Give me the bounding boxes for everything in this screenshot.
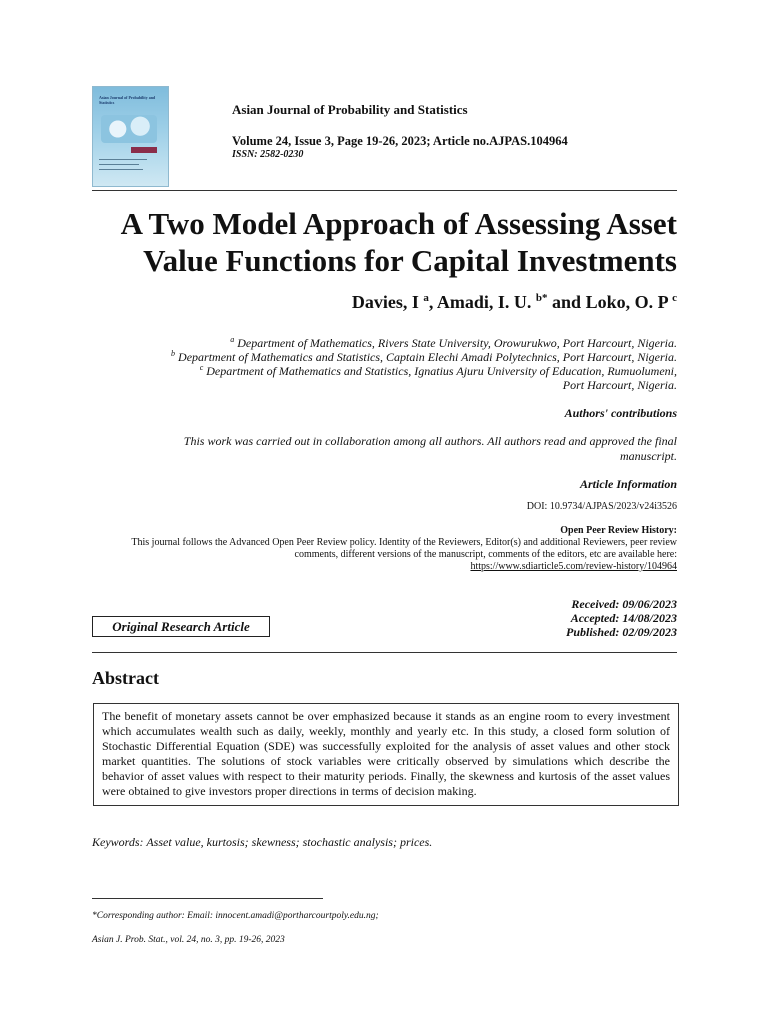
title-line-2: Value Functions for Capital Investments [143, 243, 677, 278]
author-list [92, 292, 677, 313]
affiliation-text: Department of Mathematics and Statistics, Captain Elechi Amadi Polytechnics, Port Harcourt, Nigeria. [178, 350, 677, 364]
affiliation [92, 336, 677, 351]
affiliation-mark: a [230, 335, 235, 344]
peer-review-heading: Open Peer Review History: [560, 525, 677, 536]
journal-cover-image [92, 86, 169, 187]
cover-artwork [101, 115, 157, 143]
contributions-text [130, 434, 677, 464]
title-line-1: A Two Model Approach of Assessing Asset [120, 206, 677, 241]
article-title [92, 205, 677, 279]
author-affiliation-mark: a [423, 292, 429, 304]
volume-line: Volume 24, Issue 3, Page 19-26, 2023; Article no.AJPAS.104964 [232, 134, 568, 148]
published-date: Published: 02/09/2023 [565, 625, 677, 639]
contributions-line: manuscript. [620, 449, 677, 463]
contributions-line: This work was carried out in collaboration among all authors. All authors read and approved the final [183, 434, 677, 448]
received-date: Received: 09/06/2023 [571, 597, 677, 611]
section-divider [92, 652, 677, 653]
affiliation-text: Department of Mathematics and Statistics, Ignatius Ajuru University of Education, Rumuolumeni, [206, 364, 677, 378]
footnote-divider [92, 898, 323, 899]
affiliation [92, 378, 677, 393]
doi: DOI: 10.9734/AJPAS/2023/v24i3526 [526, 501, 677, 512]
affiliation-mark: b [171, 349, 176, 358]
article-info-heading: Article Information [579, 477, 677, 491]
abstract-heading: Abstract [92, 668, 159, 688]
author-affiliation-mark: c [672, 292, 677, 304]
author-separator: and [547, 292, 586, 312]
header-divider [92, 190, 677, 191]
affiliation-text: Department of Mathematics, Rivers State University, Orowurukwo, Port Harcourt, Nigeria. [237, 336, 677, 350]
author-name: Loko, O. P [585, 292, 668, 312]
accepted-date: Accepted: 14/08/2023 [570, 611, 677, 625]
author-affiliation-mark: b* [535, 292, 548, 304]
peer-review-line: This journal follows the Advanced Open Peer Review policy. Identity of the Reviewers, Editor(s) and additional Reviewers, peer review [131, 537, 677, 548]
cover-band [131, 147, 157, 153]
journal-name: Asian Journal of Probability and Statistics [232, 102, 468, 117]
cover-text-line [99, 159, 147, 160]
cover-title: Asian Journal of Probability and Statistics [99, 95, 156, 105]
cover-text-line [99, 164, 139, 165]
affiliation [92, 350, 677, 365]
affiliation-mark: c [199, 363, 204, 372]
affiliation-text: Port Harcourt, Nigeria. [562, 378, 677, 392]
corresponding-author-footnote: *Corresponding author: Email: innocent.amadi@portharcourtpoly.edu.ng; [92, 911, 379, 921]
article-type-label: Original Research Article [92, 616, 270, 637]
affiliation [92, 364, 677, 379]
keywords: Keywords: Asset value, kurtosis; skewness; stochastic analysis; prices. [92, 835, 433, 849]
issn: ISSN: 2582-0230 [232, 149, 304, 160]
abstract-text: The benefit of monetary assets cannot be over emphasized because it stands as an engine room to every investment which accumulates wealth such as daily, weekly, monthly and yearly etc. In this study, a closed form solution of Stochastic Differential Equation (SDE) was successfully exploited for the analysis of asset values and other stock market quantities. The solutions of stock variables were critically observed by simulations which describe the behavior of asset values with respect to their maturity periods. Finally, the skewness and kurtosis of the asset values were obtained to give investors proper directions in terms of decision making. [93, 703, 679, 806]
author-name: Davies, I [351, 292, 419, 312]
peer-review-line: comments, different versions of the manuscript, comments of the editors, etc are available here: [294, 549, 677, 560]
peer-review-link[interactable]: https://www.sdiarticle5.com/review-history/104964 [470, 561, 677, 572]
contributions-heading: Authors' contributions [564, 406, 677, 420]
author-separator: , [428, 292, 437, 312]
peer-review-text [92, 537, 677, 561]
cover-text-line [99, 169, 143, 170]
citation-footnote: Asian J. Prob. Stat., vol. 24, no. 3, pp. 19-26, 2023 [92, 935, 285, 945]
author-name: Amadi, I. U. [436, 292, 532, 312]
